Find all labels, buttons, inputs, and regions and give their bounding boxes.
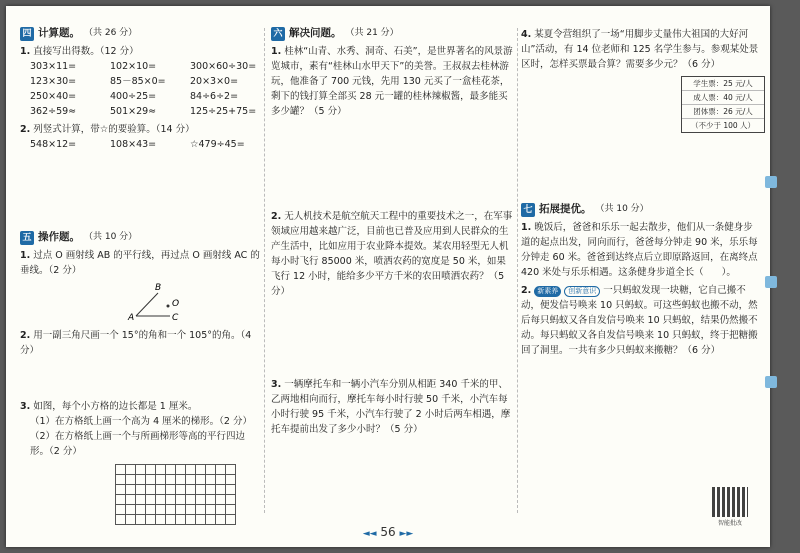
- calc-item: ☆479÷45=: [190, 139, 245, 150]
- label-c: C: [172, 313, 179, 320]
- section-badge: 七: [521, 203, 535, 217]
- question-text: 直接写出得数。（12 分）: [33, 46, 139, 57]
- question: [271, 209, 513, 299]
- calc-item: 400÷25=: [110, 91, 157, 102]
- innovation-tag: 创新意识: [564, 286, 600, 297]
- section-title: 拓展提优。: [539, 203, 592, 215]
- section-score: （共 10 分）: [84, 232, 138, 242]
- page-footer: [6, 525, 770, 539]
- section-calculation: [20, 26, 260, 152]
- calc-grid: [20, 59, 260, 119]
- section-problem-solving: [271, 26, 513, 119]
- section-score: （共 10 分）: [595, 204, 649, 214]
- qr-code-icon[interactable]: [712, 487, 748, 517]
- question-number: 2.: [20, 124, 31, 135]
- sub-question: （1）在方格纸上画一个高为 4 厘米的梯形。（2 分）: [30, 416, 252, 427]
- calc-item: 123×30=: [30, 76, 77, 87]
- question: [20, 122, 260, 137]
- sub-question: （2）在方格纸上画一个与所画梯形等高的平行四边形。（2 分）: [30, 431, 246, 457]
- section-heading: [20, 230, 260, 245]
- question-tickets: [521, 24, 761, 133]
- question-number: 4.: [521, 29, 532, 40]
- question: [521, 220, 761, 280]
- question-text: 某夏令营组织了一场“用脚步丈量伟大祖国的大好河山”活动，有 14 位老师和 125 名学生参与。参观某处景区时，怎样买票最合算？需要多少元？（6 分）: [521, 29, 759, 70]
- question-number: 3.: [271, 379, 282, 390]
- section-score: （共 26 分）: [84, 28, 138, 38]
- side-tab[interactable]: [765, 176, 777, 188]
- column-divider: [264, 28, 265, 513]
- point-o: [167, 305, 170, 308]
- section-badge: 四: [20, 27, 34, 41]
- calc-item: 250×40=: [30, 91, 77, 102]
- question-text: 晚饭后，爸爸和乐乐一起去散步，他们从一条健身步道的起点出发，同向而行，爸爸每分钟走 90 米，乐乐每分钟走 60 米。爸爸到达终点后立即原路返回，在离终点 420 米处与乐乐相遇。这条健身步道全长（: [521, 222, 758, 278]
- question-text: 列竖式计算，带☆的要验算。（14 分）: [33, 124, 195, 135]
- column-left: [20, 26, 260, 517]
- question-text: 一辆摩托车和一辆小汽车分别从相距 340 千米的甲、乙两地相向而行，摩托车每小时行驶 50 千米，小汽车每小时行驶 95 千米，小汽车行驶了 2 小时后两车相遇，摩托车提前出发了多少小时？（5 分）: [271, 379, 511, 435]
- section-badge: 六: [271, 27, 285, 41]
- section-title: 计算题。: [38, 27, 80, 39]
- calc-item: 125÷25+75=: [190, 106, 257, 117]
- question: [20, 44, 260, 59]
- section-badge: 五: [20, 231, 34, 245]
- question: [20, 248, 260, 278]
- calc-item: 84÷6÷2=: [190, 91, 239, 102]
- section-title: 解决问题。: [289, 27, 342, 39]
- next-arrow-icon[interactable]: ►►: [399, 529, 414, 539]
- calc-item: 300×60÷30=: [190, 61, 257, 72]
- qr-label: 智能批改: [717, 520, 742, 527]
- side-tab[interactable]: [765, 376, 777, 388]
- section-heading: [271, 26, 513, 41]
- prev-arrow-icon[interactable]: ◄◄: [362, 529, 377, 539]
- ticket-price-box: [681, 76, 765, 133]
- column-divider: [517, 28, 518, 513]
- question-number: 1.: [20, 46, 31, 57]
- question-text: 桂林“山青、水秀、洞奇、石美”，是世界著名的风景游览城市，素有“桂林山水甲天下”的美誉。王叔叔去桂林游玩，他准备了 700 元钱，先用 130 元买了一盒桂花茶，剩下的钱打算全部买 28 元一罐的桂林辣椒酱，最多能买多少罐？（5 分）: [271, 46, 513, 117]
- page-number: 56: [380, 525, 396, 539]
- ray-ab: [136, 293, 158, 316]
- calc-item: 108×43=: [110, 139, 157, 150]
- question-vehicles: [271, 374, 513, 437]
- label-b: B: [155, 283, 162, 293]
- question-number: 2.: [271, 211, 282, 222]
- calc-item: 20×3×0=: [190, 76, 239, 87]
- calc-item: 102×10=: [110, 61, 157, 72]
- calc-item: 85－85×0=: [110, 76, 166, 87]
- question: [521, 283, 761, 358]
- calc-item: 501×29≈: [110, 106, 157, 117]
- new-literacy-tag: 新素养: [534, 286, 561, 297]
- label-o: O: [172, 299, 180, 309]
- calc-item: 303×11=: [30, 61, 77, 72]
- question-number: 1.: [20, 250, 31, 261]
- section-operation: [20, 230, 260, 358]
- question-text: 无人机技术是航空航天工程中的重要技术之一，在军事领域应用越来越广泛，目前也已普及应用到人民群众的生产生活中，比如应用于农业降本提效。某农用轻型无人机每小时飞行 85000 米，喷洒农药的宽度是 50 米，如果飞行 12 小时，能给多少平方千米的农田喷洒农药？（5 分）: [271, 211, 513, 297]
- side-tab[interactable]: [765, 276, 777, 288]
- question-number: 1.: [521, 222, 532, 233]
- question: [20, 328, 260, 358]
- ticket-line: （不少于 100 人）: [690, 121, 756, 130]
- question-drone: [271, 206, 513, 299]
- ticket-line: 团体票：26 元/人: [682, 105, 764, 119]
- question-text: 过点 O 画射线 AB 的平行线，再过点 O 画射线 AC 的垂线。（2 分）: [20, 250, 260, 276]
- question-number: 1.: [271, 46, 282, 57]
- question-text: 用一副三角尺画一个 15°的角和一个 105°的角。（4 分）: [20, 330, 252, 356]
- column-middle: [271, 26, 513, 517]
- calc-item: 362÷59≈: [30, 106, 77, 117]
- grid-paper[interactable]: [115, 464, 236, 525]
- ticket-line: 学生票：25 元/人: [682, 77, 764, 91]
- section-score: （共 21 分）: [345, 28, 399, 38]
- label-a: A: [128, 313, 135, 320]
- question: [271, 44, 513, 119]
- question: [271, 377, 513, 437]
- question-number: 2.: [20, 330, 31, 341]
- question: [521, 27, 761, 72]
- question-text: 一只蚂蚁发现一块糖，它自己搬不动，便发信号唤来 10 只蚂蚁。可这些蚂蚁也搬不动，然后每只蚂蚁又各自发信号唤来 10 只蚂蚁，结果仍然搬不动。每只蚂蚁又各自发信号唤来 10 只蚂蚁，终于把糖搬回了洞里。一共有多少只蚂蚁来搬糖？（6 分）: [521, 285, 758, 356]
- vertical-calc-grid: [20, 137, 260, 152]
- question-number: 3.: [20, 401, 31, 412]
- question-text: 如图，每个小方格的边长都是 1 厘米。: [33, 401, 198, 412]
- section-heading: [20, 26, 260, 41]
- section-heading: [521, 202, 761, 217]
- section-operation-q3: [20, 396, 260, 459]
- calc-item: 548×12=: [30, 139, 77, 150]
- section-title: 操作题。: [38, 231, 80, 243]
- section-extension: [521, 202, 761, 358]
- ticket-line: 成人票：40 元/人: [682, 91, 764, 105]
- question-number: 2.: [521, 285, 532, 296]
- ray-figure: [20, 278, 260, 320]
- question-text-end: ）。: [721, 267, 736, 278]
- column-right: [521, 26, 761, 517]
- question: [20, 399, 260, 414]
- workbook-page: [6, 6, 770, 547]
